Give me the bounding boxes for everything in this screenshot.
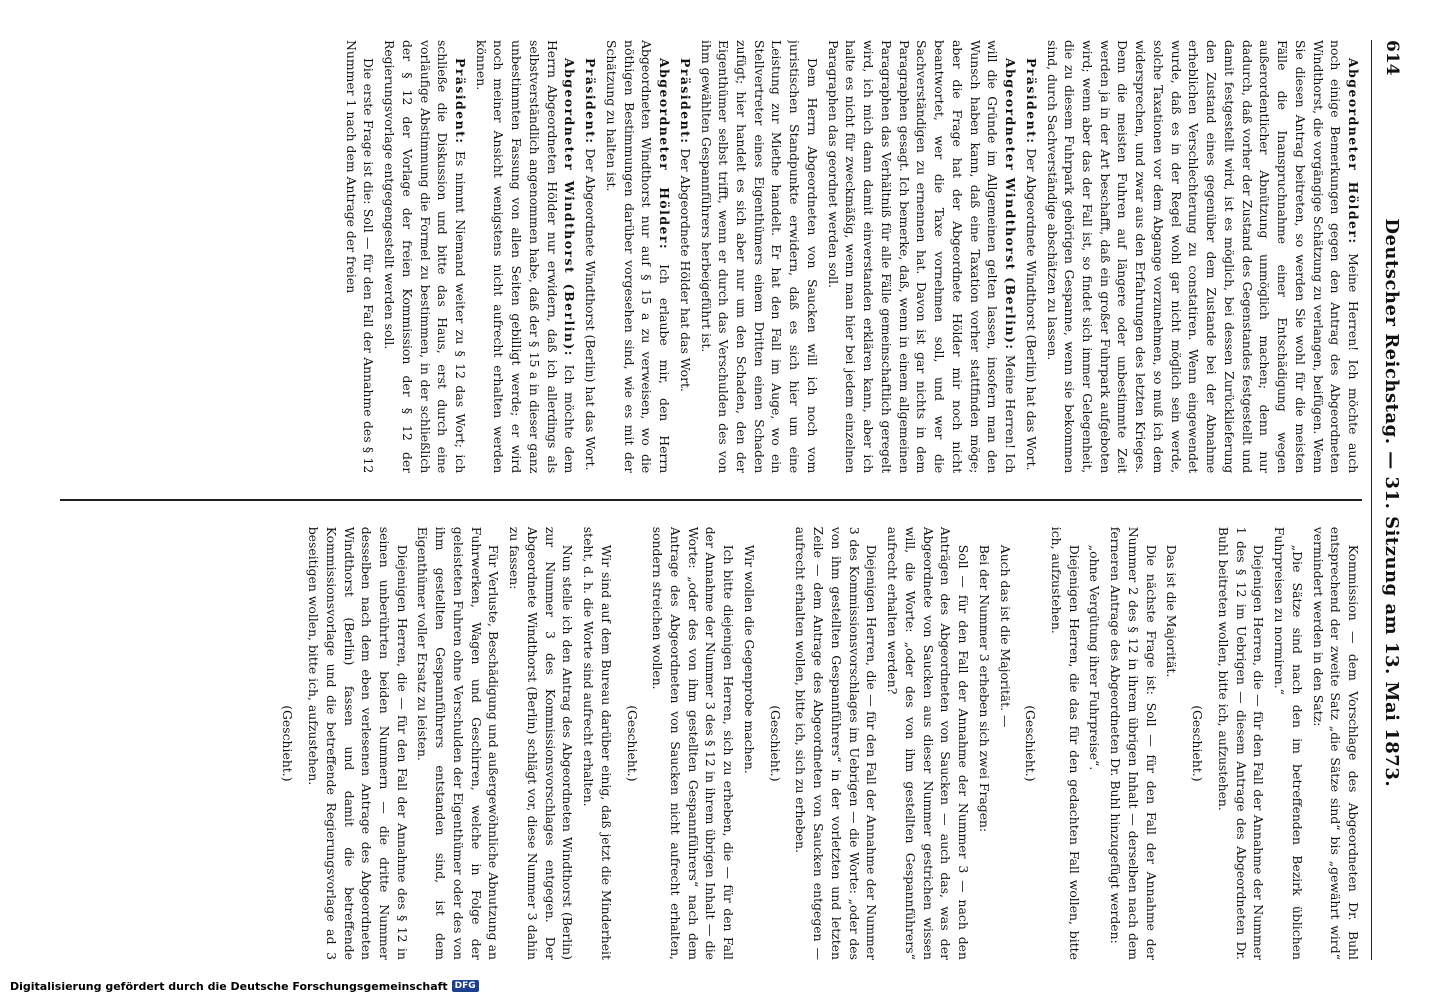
speaker-name: Abgeordneter Windthorst (Berlin):	[1003, 58, 1019, 351]
paragraph	[623, 527, 641, 960]
paragraph-text: Das ist die Majorität.	[1164, 544, 1180, 678]
paragraph	[1022, 40, 1040, 473]
paragraph	[380, 40, 469, 473]
paragraph-text: Soll — für den Fall der Annahme der Nummer 3 — nach den Anträgen des Abgeordneten von Saucken — auch das, was der Abgeordnete von Saucken aus dieser Nummer gestrichen wissen will, die Worte: „oder des von ihm gestellten Gespannführers“ aufrecht erhalten werden?	[885, 526, 972, 960]
paragraph-text: Wir sind auf dem Bureau darüber einig, daß jetzt die Minderheit steht, d. h. die Worte sind aufrecht erhalten.	[581, 526, 614, 960]
paragraph	[1188, 527, 1206, 960]
paragraph-text: (Geschieht.)	[1190, 705, 1206, 782]
paragraph	[1022, 527, 1040, 960]
paragraph	[975, 527, 993, 960]
page-header	[1371, 40, 1412, 960]
page-title: Deutscher Reichstag. — 31. Sitzung am 13. Mai 1873.	[1381, 218, 1403, 788]
paragraph-text: (Geschieht.)	[280, 705, 296, 782]
paragraph-text: Diejenigen Herren, die das für den gedachten Fall wollen, bitte ich, aufzustehen.	[1048, 526, 1082, 960]
speaker-name: Präsident:	[677, 58, 693, 145]
paragraph	[1270, 527, 1305, 960]
paragraph-text: Der Abgeordnete Windthorst (Berlin) hat das Wort.	[583, 148, 599, 471]
right-column	[60, 527, 1362, 960]
paragraph-text: Der Abgeordnete Windthorst (Berlin) hat das Wort.	[1023, 148, 1039, 471]
paragraph-text: Kommission — dem Vorschlage des Abgeordneten Dr. Buhl entsprechend der zweite Satz „die Sätze sind“ bis „gewährt wird“ vermindert werden in den Satz:	[1310, 526, 1361, 960]
paragraph	[304, 527, 410, 960]
paragraph-text: Meine Herren! Ich will die Gründe im Allgemeinen gelten lassen, insofern man den Wunsch haben kann, daß eine Taxation vorher stattfinden möge; aber die Frage hat der Abgeordnete Hölder mir noch nicht beantwortet, wer die Taxe vornehmen soll, und wer die Sachverständigen zu ernennen hat. Davon ist gar nichts in dem Paragraphen gesagt. Ich bemerke, daß, wenn in einem allgemeinen Paragraphen das Verhältniß für alle Fälle gemeinschaftlich geregelt wird, ich mich dann damit einverstanden erklären kann, aber ich halte es nicht für zweckmäßig, wenn man hier bei jedem einzelnen Paragraphen das geordnet werden soll.	[825, 40, 1019, 474]
paragraph-text: Ich erlaube mir, den Herrn Abgeordneten Windthorst nur auf § 15 a zu verweisen, wo die nöthigen Bestimmungen darüber vorgesehen sind, wie es mit der Schätzung zu halten ist.	[603, 40, 673, 474]
footer-credit: Digitalisierung gefördert durch die Deutsche Forschungsgemeinschaft	[10, 979, 448, 993]
speaker-name: Abgeordneter Hölder:	[657, 58, 673, 251]
paragraph	[414, 527, 503, 960]
speaker-name: Präsident:	[1023, 58, 1039, 145]
paragraph-text: Bei der Nummer 3 erheben sich zwei Fragen:	[976, 544, 992, 833]
paragraph-text: Nun stelle ich den Antrag des Abgeordneten Windthorst (Berlin) zur Nummer 3 des Kommissionsvorschlages entgegen. Der Abgeordnete Windthorst (Berlin) schlägt vor, diese Nummer 3 dahin zu fassen:	[507, 526, 576, 960]
paragraph	[697, 40, 821, 473]
paragraph-text: Diejenigen Herren, die — für den Fall der Annahme der Nummer 1 des § 12 im Uebrigen — diesem Antrage des Abgeordneten Dr. Buhl beitreten wollen, bitte ich, aufzustehen.	[1215, 526, 1267, 960]
text-columns	[60, 40, 1362, 960]
page-number: 614	[1382, 40, 1402, 76]
paragraph-text: Diejenigen Herren, die — für den Fall der Annahme des § 12 in seinen unberührten beiden Nummern — die dritte Nummer desselben nach dem eben verlesenen Antrage des Abgeordneten Windthorst (Berlin) fassen und damit die betreffende Kommissionsvorlage und die betreffende Regierungsvorlage ad 3 beseitigen wollen, bitte ich, aufzustehen.	[306, 526, 410, 960]
paragraph	[505, 527, 576, 960]
paragraph-text: Auch das ist die Majorität. —	[997, 544, 1013, 728]
paragraph	[676, 40, 694, 473]
paragraph	[1106, 527, 1159, 960]
digitization-footer	[0, 976, 1432, 996]
paragraph	[766, 527, 784, 960]
dfg-logo: DFG	[452, 980, 479, 992]
paragraph-text: Dem Herrn Abgeordneten von Saucken will ich noch vom juristischen Standpunkte erwidern, daß es sich hier um eine Leistung zur Miethe handelt. Er hat den Fall im Auge, wo ein Stellvertreter eines Eigenthümers einem Dritten einen Schaden zufügt; hier handelt es sich aber nur um den Schaden, den der Eigenthümer selbst trifft, wenn er durch das Verschulden des von ihm gewählten Gespannführers herbeigeführt ist.	[698, 40, 820, 474]
paragraph-text: „ohne Vergütung ihrer Fuhrpreise“.	[1087, 544, 1103, 771]
paragraph-text: Ich möchte dem Herrn Abgeordneten Hölder nur erwidern, daß ich allerdings als selbstverständlich angenommen habe, daß der § 15 a in dieser ganz unbestimmten Fassung von allen Seiten gebilligt werde; er wird noch meiner Ansicht wenigstens nicht aufrecht erhalten werden können.	[473, 40, 578, 474]
paragraph	[1214, 527, 1267, 960]
paragraph	[579, 527, 614, 960]
left-column	[60, 40, 1362, 473]
paragraph	[996, 527, 1014, 960]
paragraph	[279, 527, 297, 960]
paragraph-text: Die nächste Frage ist: Soll — für den Fall der Annahme der Nummer 2 des § 12 in ihrem übrigen Inhalt — derselben nach dem ferneren Antrage des Abgeordneten Dr. Buhl hinzugefügt werden:	[1108, 526, 1159, 960]
paragraph-text: Es nimmt Niemand weiter zu § 12 das Wort; ich schließe die Diskussion und bitte das Haus, erst durch eine vorläufige Abstimmung die Formel zu bestimmen, in der schließlich der § 12 der Vorlage der freien Kommission der § 12 der Regierungsvorlage entgegengestellt werden soll.	[382, 40, 469, 474]
paragraph	[1086, 527, 1104, 960]
paragraph-text: (Geschieht.)	[1023, 705, 1039, 782]
paragraph-text: „Die Sätze sind nach den im betreffenden Bezirk üblichen Fuhrpreisen zu normiren.“	[1272, 526, 1305, 960]
paragraph	[472, 40, 578, 473]
paragraph-text: Der Abgeordnete Hölder hat das Wort.	[677, 148, 693, 392]
paragraph-text: Wir wollen die Gegenprobe machen.	[741, 544, 757, 774]
column-divider	[60, 499, 1362, 501]
paragraph	[883, 527, 972, 960]
speaker-name: Abgeordneter Hölder:	[1346, 58, 1361, 245]
paragraph-text: Diejenigen Herren, die — für den Fall der Annahme der Nummer 3 des Kommissionsvorschlages im Uebrigen — die Worte: „oder des von ihm gestellten Gespannführers“ in der vorletzten und letzten Zeile — dem Antrage des Abgeordneten von Saucken entgegen — aufrecht erhalten wollen, bitte ich, sich zu erheben.	[793, 526, 880, 960]
paragraph	[1043, 40, 1362, 473]
paragraph-text: Meine Herren! Ich möchte auch noch einige Bemerkungen gegen den Antrag des Abgeordneten Windthorst, die vorgängige Schätzung zu verlangen, beifügen. Wenn Sie diesen Antrag beitreten, so werden Sie wohl für die meisten Fälle die Inanspruchnahme einer Entschädigung wegen außerordentlicher Abnützung unmöglich machen; denn nur dadurch, daß vorher der Zustand des Gegenstandes festgestellt und damit festgestellt wird, ist es möglich, bei dessen Zurücklieferung den Zustand eines gegenüber dem Zustande bei der Abnahme erheblichen Verschlechterung zu constatiren. Wenn eingewendet wurde, daß es in der Regel wohl gar nicht möglich sein werde, solche Taxationen vor dem Abgange vorzunehmen, so muß ich dem widersprechen, und zwar aus den Erfahrungen des letzten Krieges. Denn die meisten Fuhren auf längere oder unbestimmte Zeit werden ja in der Art beschafft, daß ein großer Fuhrpark aufgeboten wird; wenn aber das der Fall ist, so findet sich immer Gelegenheit, die zu diesem Fuhrpark gehörigen Gespanne, wenn sie bekommen sind, durch Sachverständige abschätzen zu lassen.	[1044, 40, 1361, 474]
paragraph	[1163, 527, 1181, 960]
paragraph	[602, 40, 673, 473]
paragraph	[1309, 527, 1362, 960]
paragraph	[824, 40, 1019, 473]
speaker-name: Präsident:	[583, 58, 599, 145]
paragraph	[1047, 527, 1082, 960]
speaker-name: Präsident:	[453, 58, 469, 145]
paragraph-text: Für Verluste, Beschädigung und außergewöhnliche Abnutzung an Fuhrwerken, Wagen und Geschirren, welche in Folge der geleisteten Fuhren ohne Verschulden der Eigenthümer oder des von ihm gestellten Gespannführers entstanden sind, ist dem Eigenthümer voller Ersatz zu leisten.	[415, 526, 502, 960]
paragraph	[792, 527, 881, 960]
paragraph	[581, 40, 599, 473]
paragraph	[740, 527, 758, 960]
speaker-name: Abgeordneter Windthorst (Berlin):	[562, 58, 578, 357]
paragraph-text: Die erste Frage ist die: Soll — für den Fall der Annahme des § 12 Nummer 1 nach dem Antrage der freien	[343, 40, 377, 474]
paragraph-text: (Geschieht.)	[767, 705, 783, 782]
paragraph	[649, 527, 738, 960]
paragraph-text: Ich bitte diejenigen Herren, sich zu erheben, die — für den Fall der Annahme der Nummer 3 des § 12 in ihrem übrigen Inhalt — die Worte: „oder des von ihm gestellten Gespannführers“ nach dem Antrage des Abgeordneten von Saucken nicht aufrecht erhalten, sondern streichen wollen.	[650, 526, 737, 960]
paragraph-text: (Geschieht.)	[624, 705, 640, 782]
paragraph	[342, 40, 377, 473]
